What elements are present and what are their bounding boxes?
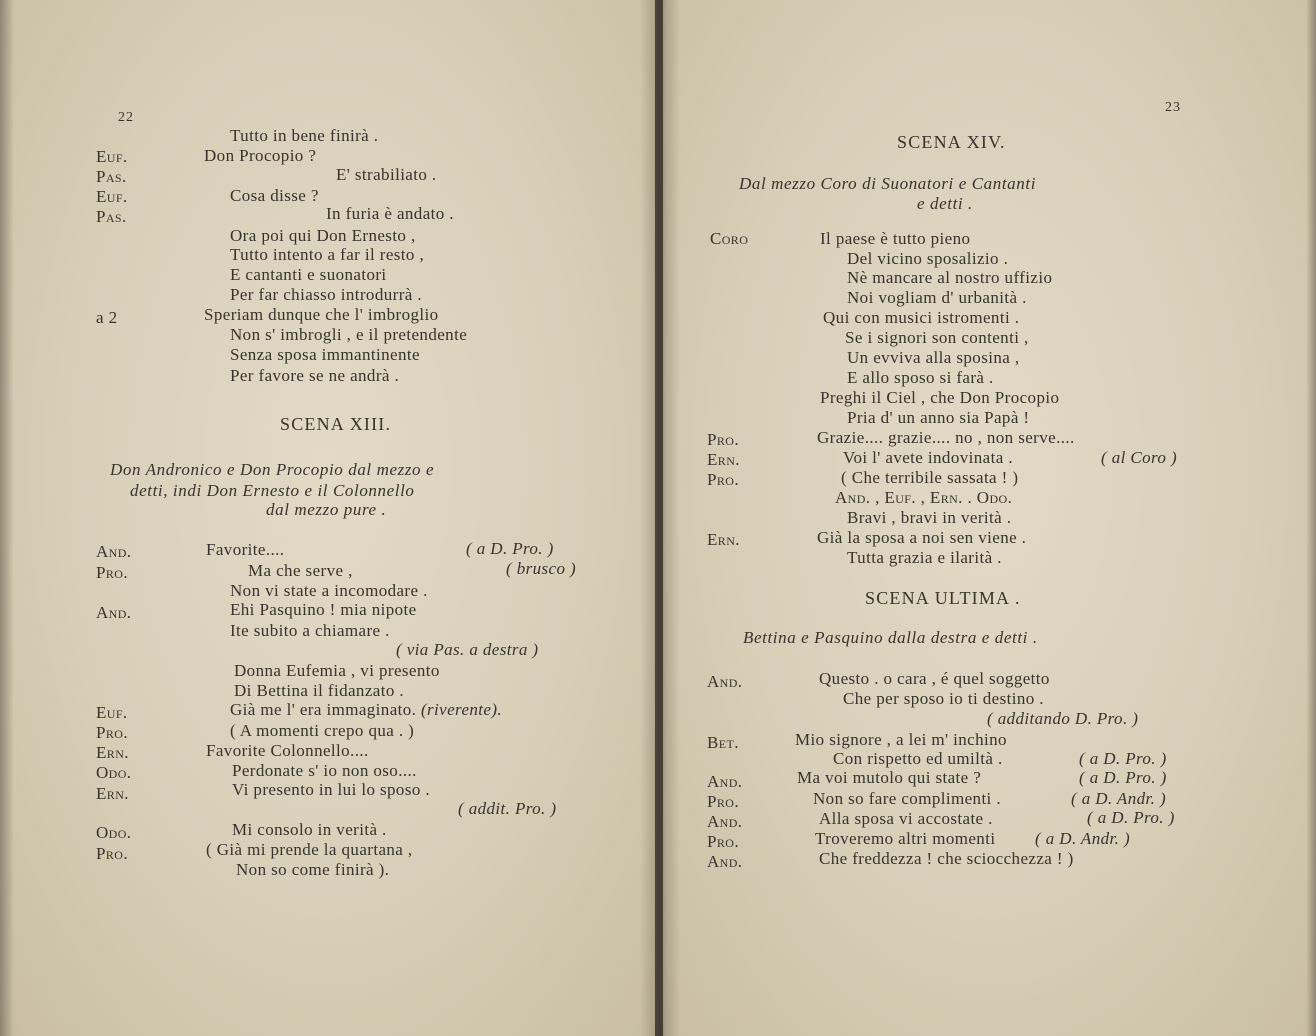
verse-line: Questo . o cara , é quel soggetto	[819, 669, 1050, 688]
verse-line: Tutto in bene finirà .	[230, 126, 379, 145]
speaker-label: Pro.	[707, 470, 739, 489]
verse-line: Se i signori son contenti ,	[845, 328, 1029, 347]
verse-line: Già me l' era immaginato. (riverente).	[230, 700, 503, 719]
scene-title: SCENA ULTIMA .	[865, 588, 1021, 608]
verse-line: Del vicino sposalizio .	[847, 249, 1009, 268]
verse-line: Preghi il Ciel , che Don Procopio	[820, 388, 1060, 407]
right-page	[663, 0, 1316, 1036]
speaker-label: Pro.	[707, 430, 739, 449]
verse-line: Di Bettina il fidanzato .	[234, 681, 405, 700]
left-page	[0, 0, 655, 1036]
verse-line: Favorite....	[206, 540, 285, 559]
verse-line: Con rispetto ed umiltà .	[833, 749, 1003, 768]
speaker-label: And.	[707, 812, 743, 831]
scene-description: Dal mezzo Coro di Suonatori e Cantanti	[739, 174, 1037, 193]
stage-direction: ( via Pas. a destra )	[396, 640, 539, 659]
verse-line: Qui con musici istromenti .	[823, 308, 1020, 327]
verse-line: And. , Euf. , Ern. . Odo.	[835, 488, 1013, 507]
verse-line: E cantanti e suonatori	[230, 265, 387, 284]
verse-line: Pria d' un anno sia Papà !	[847, 408, 1030, 427]
speaker-label: Pro.	[707, 792, 739, 811]
verse-line: Non vi state a incomodare .	[230, 581, 428, 600]
verse-line: Non so come finirà ).	[236, 860, 390, 879]
stage-direction: ( a D. Pro. )	[466, 539, 554, 558]
verse-line: Voi l' avete indovinata .	[843, 448, 1013, 467]
speaker-label: Euf.	[96, 703, 128, 722]
verse-line: Ma che serve ,	[248, 561, 353, 580]
speaker-label: And.	[707, 672, 743, 691]
verse-line: Donna Eufemia , vi presento	[234, 661, 440, 680]
speaker-label: Ern.	[707, 450, 740, 469]
verse-line: Per favore se ne andrà .	[230, 366, 400, 385]
verse-line: Un evviva alla sposina ,	[847, 348, 1020, 367]
scene-description: e detti .	[917, 194, 973, 213]
speaker-label: Pas.	[96, 167, 127, 186]
verse-line: Che freddezza ! che sciocchezza ! )	[819, 849, 1074, 868]
verse-line: Alla sposa vi accostate .	[819, 809, 993, 828]
verse-line: Cosa disse ?	[230, 186, 319, 205]
page-number: 22	[118, 110, 134, 125]
verse-line: Per far chiasso introdurrà .	[230, 285, 422, 304]
speaker-label: And.	[96, 603, 132, 622]
verse-line: Vi presento in lui lo sposo .	[232, 780, 431, 799]
verse-line: Che per sposo io ti destino .	[843, 689, 1044, 708]
scene-description: Don Andronico e Don Procopio dal mezzo e	[110, 460, 435, 479]
stage-direction: ( a D. Pro. )	[1087, 808, 1175, 827]
verse-line: Perdonate s' io non oso....	[232, 761, 417, 780]
page-number: 23	[1165, 100, 1181, 115]
scene-description: Bettina e Pasquino dalla destra e detti .	[743, 628, 1038, 647]
stage-direction: (riverente).	[420, 700, 503, 719]
verse-line: Favorite Colonnello....	[206, 741, 369, 760]
verse-line: Mio signore , a lei m' inchino	[795, 730, 1007, 749]
verse-line: Don Procopio ?	[204, 146, 317, 165]
verse-line: Bravi , bravi in verità .	[847, 508, 1012, 527]
speaker-label: And.	[707, 852, 743, 871]
scene-title: SCENA XIII.	[280, 414, 392, 434]
speaker-label: Pro.	[96, 723, 128, 742]
speaker-label: Pro.	[96, 844, 128, 863]
verse-line: E allo sposo si farà .	[847, 368, 994, 387]
verse-line: Ora poi qui Don Ernesto ,	[230, 226, 416, 245]
verse-line: Tutta grazia e ilarità .	[847, 548, 1002, 567]
page-edge-shadow	[0, 0, 14, 1036]
verse-line: Troveremo altri momenti	[815, 829, 996, 848]
scene-title: SCENA XIV.	[897, 132, 1006, 152]
speaker-label: Ern.	[96, 743, 129, 762]
page-edge-shadow	[1306, 0, 1316, 1036]
speaker-label: And.	[96, 542, 132, 561]
stage-direction: ( brusco )	[506, 559, 577, 578]
verse-line: Il paese è tutto pieno	[820, 229, 971, 248]
speaker-label: Pas.	[96, 207, 127, 226]
speaker-label: a 2	[96, 308, 118, 327]
scene-description: dal mezzo pure .	[266, 500, 387, 519]
stage-direction: ( a D. Pro. )	[1079, 749, 1167, 768]
stage-direction: ( addit. Pro. )	[458, 799, 557, 818]
verse-line: In furia è andato .	[326, 204, 454, 223]
speaker-label: Ern.	[707, 530, 740, 549]
verse-line: E' strabiliato .	[336, 165, 437, 184]
verse-line: Mi consolo in verità .	[232, 820, 387, 839]
verse-line: Ma voi mutolo qui state ?	[797, 768, 982, 787]
stage-direction: ( a D. Andr. )	[1035, 829, 1131, 848]
verse-line: Tutto intento a far il resto ,	[230, 245, 425, 264]
verse-line: ( A momenti crepo qua . )	[230, 721, 415, 740]
speaker-label: Odo.	[96, 823, 132, 842]
stage-direction: ( a D. Pro. )	[1079, 768, 1167, 787]
verse-line: Noi vogliam d' urbanità .	[847, 288, 1027, 307]
verse-line: Nè mancare al nostro uffizio	[847, 268, 1053, 287]
verse-line: Non so fare complimenti .	[813, 789, 1001, 808]
verse-line: Grazie.... grazie.... no , non serve....	[817, 428, 1075, 447]
stage-direction: ( a D. Andr. )	[1071, 789, 1167, 808]
speaker-label: Euf.	[96, 187, 128, 206]
stage-direction: ( al Coro )	[1101, 448, 1178, 467]
speaker-label: Coro	[710, 229, 749, 248]
speaker-label: Pro.	[707, 832, 739, 851]
verse-line: ( Già mi prende la quartana ,	[206, 840, 413, 859]
verse-line: Non s' imbrogli , e il pretendente	[230, 325, 468, 344]
verse-line: Ehi Pasquino ! mia nipote	[230, 600, 417, 619]
speaker-label: Bet.	[707, 733, 739, 752]
speaker-label: Euf.	[96, 147, 128, 166]
verse-line: Senza sposa immantinente	[230, 345, 420, 364]
verse-line: ( Che terribile sassata ! )	[841, 468, 1019, 487]
verse-line: Ite subito a chiamare .	[230, 621, 390, 640]
speaker-label: Ern.	[96, 784, 129, 803]
speaker-label: Odo.	[96, 763, 132, 782]
scene-description: detti, indi Don Ernesto e il Colonnello	[130, 481, 415, 500]
speaker-label: And.	[707, 772, 743, 791]
speaker-label: Pro.	[96, 563, 128, 582]
verse-line: Speriam dunque che l' imbroglio	[204, 305, 439, 324]
verse-line: Già la sposa a noi sen viene .	[817, 528, 1027, 547]
stage-direction: ( additando D. Pro. )	[987, 709, 1139, 728]
